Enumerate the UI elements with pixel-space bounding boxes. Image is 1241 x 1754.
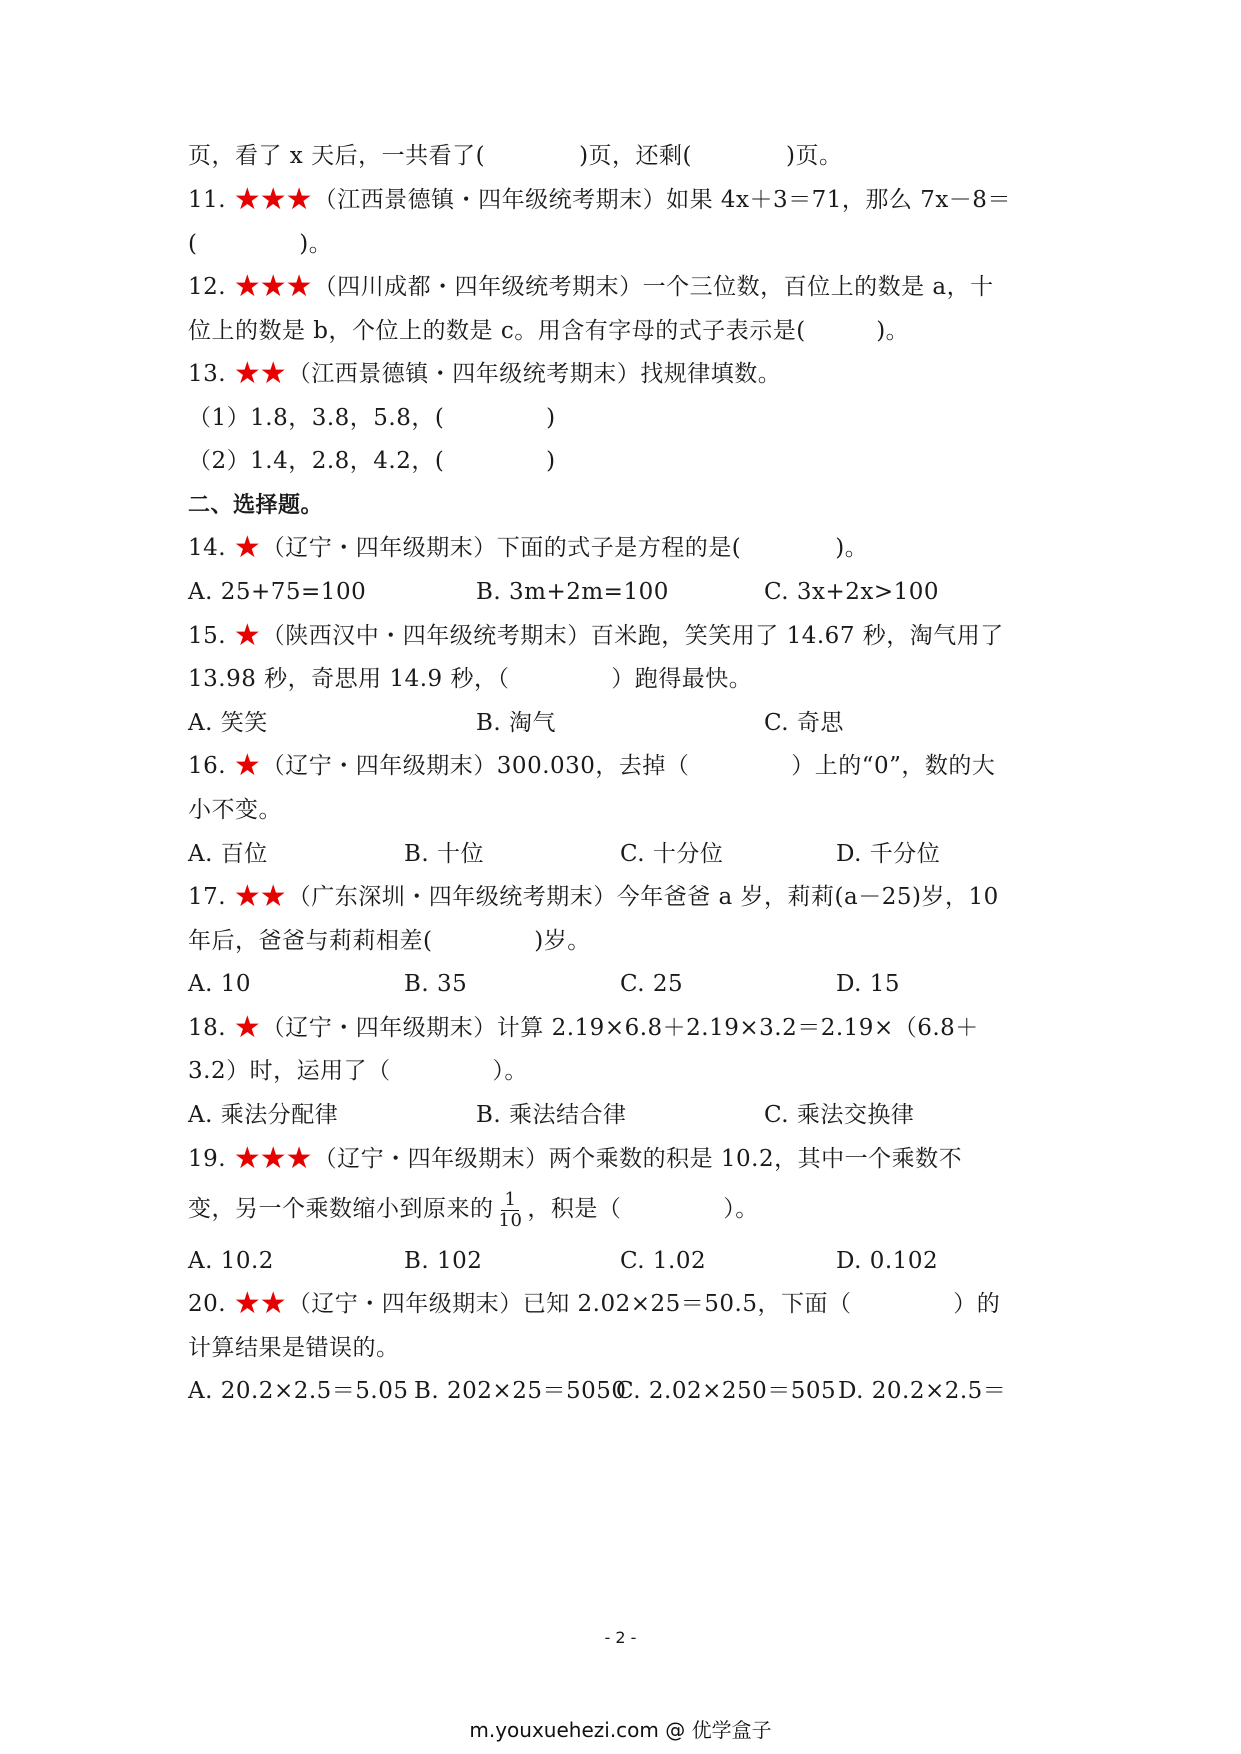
- option-d: D. 千分位: [836, 841, 941, 867]
- question-19-options: [188, 1243, 1068, 1279]
- question-text: （陕西汉中・四年级统考期末）百米跑，笑笑用了 14.67 秒，淘气用了: [261, 623, 1004, 649]
- question-text: （四川成都・四年级统考期末）一个三位数，百位上的数是 a，十: [313, 274, 994, 300]
- question-15-continuation: 13.98 秒，奇思用 14.9 秒，（ ）跑得最快。: [188, 666, 753, 692]
- question-13-part-2: （2）1.4，2.8，4.2，( ): [188, 448, 556, 474]
- question-number: 17.: [188, 884, 227, 910]
- question-13: [188, 356, 1068, 392]
- question-text: （江西景德镇・四年级统考期末）如果 4x＋3＝71，那么 7x－8＝: [313, 187, 1011, 213]
- question-text: 变，另一个乘数缩小到原来的: [188, 1196, 494, 1222]
- question-number: 19.: [188, 1146, 227, 1172]
- question-17: [188, 879, 1068, 915]
- difficulty-stars-icon: ★★: [233, 356, 286, 391]
- option-d: D. 0.102: [836, 1248, 939, 1274]
- question-number: 18.: [188, 1015, 227, 1041]
- difficulty-stars-icon: ★★★: [233, 182, 312, 217]
- option-a: A. 10: [188, 971, 251, 997]
- option-d: D. 15: [836, 971, 901, 997]
- question-18-options: [188, 1097, 1068, 1133]
- question-18: [188, 1010, 1068, 1046]
- option-a: A. 10.2: [188, 1248, 274, 1274]
- option-b: B. 乘法结合律: [476, 1102, 627, 1128]
- option-a: A. 20.2×2.5＝5.05: [188, 1378, 409, 1404]
- question-18-continuation: 3.2）时，运用了（ ）。: [188, 1058, 528, 1084]
- question-number: 12.: [188, 274, 227, 300]
- question-11-continuation: ( )。: [188, 231, 333, 257]
- question-12: [188, 269, 1068, 305]
- question-17-options: [188, 966, 1068, 1002]
- question-15: [188, 618, 1068, 654]
- option-a: A. 25+75=100: [188, 579, 367, 605]
- question-text: （江西景德镇・四年级统考期末）找规律填数。: [287, 361, 782, 387]
- question-number: 20.: [188, 1291, 227, 1317]
- option-b: B. 3m+2m=100: [476, 579, 669, 605]
- option-b: B. 102: [404, 1248, 483, 1274]
- option-b: B. 十位: [404, 841, 485, 867]
- question-14: [188, 530, 1068, 566]
- difficulty-stars-icon: ★: [233, 748, 260, 783]
- difficulty-stars-icon: ★★: [233, 879, 286, 914]
- question-number: 15.: [188, 623, 227, 649]
- option-b: B. 淘气: [476, 710, 557, 736]
- option-a: A. 笑笑: [188, 710, 268, 736]
- difficulty-stars-icon: ★: [233, 618, 260, 653]
- question-13-part-1: （1）1.8，3.8，5.8，( ): [188, 405, 556, 431]
- question-19-continuation: [188, 1186, 1068, 1232]
- question-16: [188, 748, 1068, 784]
- question-10-continuation: 页，看了 x 天后，一共看了( )页，还剩( )页。: [188, 143, 843, 169]
- question-16-options: [188, 836, 1068, 872]
- option-b: B. 202×25＝5050: [414, 1378, 627, 1404]
- section-title-multiple-choice: 二、选择题。: [188, 493, 324, 518]
- question-text: ，积是（ ）。: [527, 1196, 759, 1222]
- question-text: （辽宁・四年级期末）已知 2.02×25＝50.5，下面（ ）的: [287, 1291, 1001, 1317]
- option-c: C. 奇思: [764, 710, 844, 736]
- question-20: [188, 1286, 1068, 1322]
- question-number: 13.: [188, 361, 227, 387]
- difficulty-stars-icon: ★★: [233, 1286, 286, 1321]
- option-d: D. 20.2×2.5＝: [838, 1378, 1007, 1404]
- question-text: （辽宁・四年级期末）300.030，去掉（ ）上的“0”，数的大: [261, 753, 996, 779]
- question-15-options: [188, 705, 1068, 741]
- option-a: A. 百位: [188, 841, 268, 867]
- option-a: A. 乘法分配律: [188, 1102, 339, 1128]
- question-number: 14.: [188, 535, 227, 561]
- question-number: 11.: [188, 187, 227, 213]
- option-b: B. 35: [404, 971, 468, 997]
- option-c: C. 1.02: [620, 1248, 707, 1274]
- question-14-options: [188, 574, 1068, 610]
- question-12-continuation: 位上的数是 b，个位上的数是 c。用含有字母的式子表示是( )。: [188, 318, 910, 344]
- option-c: C. 十分位: [620, 841, 724, 867]
- question-19: [188, 1141, 1068, 1177]
- option-c: C. 2.02×250＝505: [616, 1378, 837, 1404]
- question-16-continuation: 小不变。: [188, 797, 282, 823]
- option-c: C. 乘法交换律: [764, 1102, 915, 1128]
- option-c: C. 3x+2x>100: [764, 579, 940, 605]
- question-20-options: [188, 1373, 1068, 1409]
- question-11: [188, 182, 1068, 218]
- option-c: C. 25: [620, 971, 684, 997]
- question-text: （广东深圳・四年级统考期末）今年爸爸 a 岁，莉莉(a－25)岁，10: [287, 884, 999, 910]
- question-text: （辽宁・四年级期末）计算 2.19×6.8＋2.19×3.2＝2.19×（6.8＋: [261, 1015, 979, 1041]
- fraction-denominator: 10: [498, 1209, 523, 1231]
- difficulty-stars-icon: ★: [233, 530, 260, 565]
- question-20-continuation: 计算结果是错误的。: [188, 1335, 400, 1361]
- difficulty-stars-icon: ★★★: [233, 269, 312, 304]
- fraction-one-tenth: [496, 1190, 526, 1231]
- fraction-numerator: 1: [501, 1190, 519, 1211]
- question-17-continuation: 年后，爸爸与莉莉相差( )岁。: [188, 928, 591, 954]
- question-text: （辽宁・四年级期末）下面的式子是方程的是( )。: [261, 535, 869, 561]
- page-number: - 2 -: [604, 1628, 637, 1647]
- question-text: （辽宁・四年级期末）两个乘数的积是 10.2，其中一个乘数不: [313, 1146, 963, 1172]
- difficulty-stars-icon: ★★★: [233, 1141, 312, 1176]
- footer-watermark: m.youxuehezi.com @ 优学盒子: [469, 1718, 772, 1742]
- difficulty-stars-icon: ★: [233, 1010, 260, 1045]
- question-number: 16.: [188, 753, 227, 779]
